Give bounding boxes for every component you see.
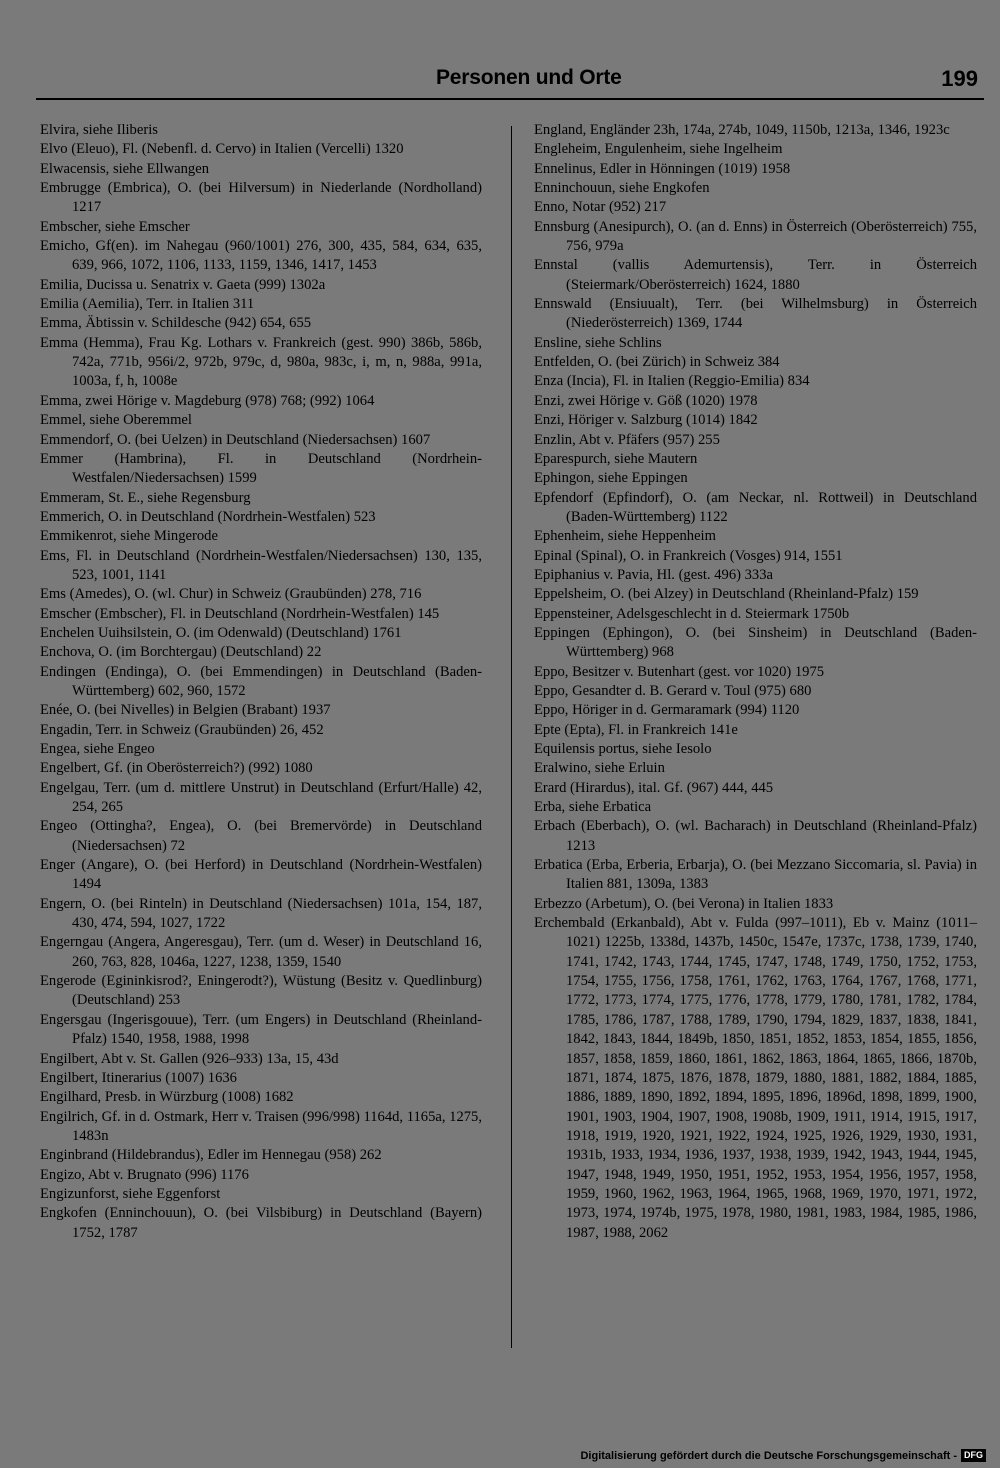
index-entry: Enza (Incia), Fl. in Italien (Reggio-Emilia) 834 [534,373,810,390]
index-entry: Enzi, Höriger v. Salzburg (1014) 1842 [534,412,758,429]
index-entry: Eppensteiner, Adelsgeschlecht in d. Steiermark 1750b [534,605,850,622]
index-entry: Engerode (Egininkisrod?, Eningerodt?), Wüstung (Besitz v. Quedlinburg) (Deutschland) 253 [40,973,482,1009]
index-entry: Emscher (Embscher), Fl. in Deutschland (Nordrhein-Westfalen) 145 [40,605,440,622]
index-entry: Epinal (Spinal), O. in Frankreich (Vosges) 914, 1551 [534,547,843,564]
index-entry: Engilbert, Itinerarius (1007) 1636 [40,1069,237,1086]
footer [580,1449,986,1462]
index-entry: Emma (Hemma), Frau Kg. Lothars v. Frankreich (gest. 990) 386b, 586b, 742a, 771b, 956i/2, 972b, 979c, d, 980a, 983c, i, m, n, 988a, 991a, 1003a, f, h, 1008e [40,334,482,390]
index-entry: Eppo, Gesandter d. B. Gerard v. Toul (975) 680 [534,682,812,699]
index-entry: Engelbert, Gf. (in Oberösterreich?) (992) 1080 [40,760,313,777]
index-entry: Engeo (Ottingha?, Engea), O. (bei Bremervörde) in Deutschland (Niedersachsen) 72 [40,818,482,854]
index-entry: Ennswald (Ensiuualt), Terr. (bei Wilhelmsburg) in Österreich (Niederösterreich) 1369, 1744 [534,296,977,332]
index-entry: Emma, zwei Hörige v. Magdeburg (978) 768; (992) 1064 [40,392,375,409]
index-entry: Engea, siehe Engeo [40,741,155,757]
page-number: 199 [941,66,978,91]
page-header [36,62,984,100]
index-entry: Emmikenrot, siehe Mingerode [40,528,218,545]
index-entry: Engleheim, Engulenheim, siehe Ingelheim [534,141,783,158]
index-entry: Enginbrand (Hildebrandus), Edler im Hennegau (958) 262 [40,1147,382,1164]
index-entry: Elvo (Eleuo), Fl. (Nebenfl. d. Cervo) in Italien (Vercelli) 1320 [40,141,404,158]
index-entry: Engilbert, Abt v. St. Gallen (926–933) 13a, 15, 43d [40,1050,339,1067]
index-entry: Engkofen (Enninchouun), O. (bei Vilsbiburg) in Deutschland (Bayern) 1752, 1787 [40,1205,482,1241]
index-entry: Erchembald (Erkanbald), Abt v. Fulda (997–1011), Eb v. Mainz (1011–1021) 1225b, 1338d, 1437b, 1450c, 1547e, 1737c, 1738, 1739, 1740, 1741, 1742, 1743, 1744, 1745, 1747, 1748, 1749, 1750, 1752, 1753, 1754, 1755, 1756, 1758, 1761, 1762, 1763, 1764, 1767, 1768, 1771, 1772, 1773, 1774, 1775, 1776, 1778, 1779, 1780, 1781, 1782, 1784, 1785, 1786, 1787, 1788, 1789, 1790, 1794, 1829, 1837, 1838, 1841, 1842, 1843, 1844, 1849b, 1850, 1851, 1852, 1853, 1854, 1855, 1856, 1857, 1858, 1859, 1860, 1861, 1862, 1863, 1864, 1865, 1866, 1870b, 1871, 1874, 1875, 1876, 1878, 1879, 1880, 1881, 1882, 1884, 1885, 1886, 1889, 1890, 1892, 1894, 1895, 1896, 1896d, 1898, 1899, 1900, 1901, 1903, 1904, 1907, 1908, 1908b, 1909, 1911, 1914, 1915, 1917, 1918, 1919, 1920, 1921, 1922, 1924, 1925, 1926, 1929, 1930, 1931, 1931b, 1933, 1934, 1936, 1937, 1938, 1939, 1942, 1943, 1944, 1945, 1947, 1948, 1949, 1950, 1951, 1952, 1953, 1954, 1956, 1957, 1958, 1959, 1960, 1962, 1963, 1964, 1965, 1968, 1969, 1970, 1971, 1972, 1973, 1974, 1974b, 1975, 1978, 1980, 1981, 1983, 1984, 1985, 1986, 1987, 1988, 2062 [534,915,977,1241]
index-entry: Enée, O. (bei Nivelles) in Belgien (Brabant) 1937 [40,702,331,719]
index-entry: Embscher, siehe Emscher [40,218,190,235]
index-entry: Engern, O. (bei Rinteln) in Deutschland (Niedersachsen) 101a, 154, 187, 430, 474, 594, 1027, 1722 [40,895,482,932]
index-entry: Engizunforst, siehe Eggenforst [40,1185,221,1202]
index-column-left [40,121,482,1243]
index-entry: Enzi, zwei Hörige v. Göß (1020) 1978 [534,392,758,409]
index-entry: Ennstal (vallis Ademurtensis), Terr. in Österreich (Steiermark/Oberösterreich) 1624, 1880 [534,257,977,293]
index-entry: Ephenheim, siehe Heppenheim [534,528,716,545]
index-entry: Embrugge (Embrica), O. (bei Hilversum) in Niederlande (Nordholland) 1217 [40,180,482,216]
index-entry: Eppo, Besitzer v. Butenhart (gest. vor 1020) 1975 [534,663,825,680]
index-entry: Engizo, Abt v. Brugnato (996) 1176 [40,1166,249,1183]
index-entry: Erbatica (Erba, Erberia, Erbarja), O. (bei Mezzano Siccomaria, sl. Pavia) in Italien 881, 1309a, 1383 [534,857,977,893]
index-entry: Emmeram, St. E., siehe Regensburg [40,489,251,506]
index-entry: Engersgau (Ingerisgouue), Terr. (um Engers) in Deutschland (Rheinland-Pfalz) 1540, 1958, 1988, 1998 [40,1011,482,1048]
index-entry: Eppelsheim, O. (bei Alzey) in Deutschland (Rheinland-Pfalz) 159 [534,586,919,603]
index-entry: Elwacensis, siehe Ellwangen [40,160,209,177]
index-entry: Emmerich, O. in Deutschland (Nordrhein-Westfalen) 523 [40,508,376,525]
index-entry: Enno, Notar (952) 217 [534,199,667,216]
index-entry: Erard (Hirardus), ital. Gf. (967) 444, 445 [534,779,774,796]
index-entry: Engelgau, Terr. (um d. mittlere Unstrut) in Deutschland (Erfurt/Halle) 42, 254, 265 [40,779,482,816]
index-entry: Enger (Angare), O. (bei Herford) in Deutschland (Nordrhein-Westfalen) 1494 [40,857,482,893]
index-entry: Ensline, siehe Schlins [534,334,662,351]
index-entry: Emmendorf, O. (bei Uelzen) in Deutschland (Niedersachsen) 1607 [40,431,431,448]
index-entry: Ems (Amedes), O. (wl. Chur) in Schweiz (Graubünden) 278, 716 [40,586,422,603]
index-column-right [534,121,977,1243]
index-entry: Engerngau (Angera, Angeresgau), Terr. (um d. Weser) in Deutschland 16, 260, 763, 828, 1046a, 1227, 1238, 1359, 1540 [40,934,482,970]
index-entry: Eparespurch, siehe Mautern [534,450,698,467]
dfg-logo: DFG [961,1449,986,1462]
index-entry: Elvira, siehe Iliberis [40,122,158,138]
index-entry: Engadin, Terr. in Schweiz (Graubünden) 26, 452 [40,721,324,738]
index-entry: Ephingon, siehe Eppingen [534,470,688,487]
index-entry: Erbach (Eberbach), O. (wl. Bacharach) in Deutschland (Rheinland-Pfalz) 1213 [534,818,977,854]
index-entry: Erba, siehe Erbatica [534,799,652,816]
index-entry: Eralwino, siehe Erluin [534,760,665,777]
index-entry: Engilrich, Gf. in d. Ostmark, Herr v. Traisen (996/998) 1164d, 1165a, 1275, 1483n [40,1108,482,1144]
index-entry: Epiphanius v. Pavia, Hl. (gest. 496) 333a [534,566,774,583]
index-entry: Ennsburg (Anesipurch), O. (an d. Enns) in Österreich (Oberösterreich) 755, 756, 979a [534,218,977,255]
index-entry: Enchelen Uuihsilstein, O. (im Odenwald) (Deutschland) 1761 [40,624,402,641]
index-entry: Equilensis portus, siehe Iesolo [534,741,712,757]
index-entry: Erbezzo (Arbetum), O. (bei Verona) in Italien 1833 [534,895,834,912]
index-entry: Eppo, Höriger in d. Germaramark (994) 1120 [534,702,800,719]
index-entry: Emilia, Ducissa u. Senatrix v. Gaeta (999) 1302a [40,276,326,293]
index-entry: Ems, Fl. in Deutschland (Nordrhein-Westfalen/Niedersachsen) 130, 135, 523, 1001, 1141 [40,547,482,583]
index-entry: Enzlin, Abt v. Pfäfers (957) 255 [534,431,720,448]
index-entry: Epte (Epta), Fl. in Frankreich 141e [534,721,738,738]
index-entry: Enninchouun, siehe Engkofen [534,180,710,197]
footer-text: Digitalisierung gefördert durch die Deutsche Forschungsgemeinschaft - [580,1449,957,1462]
index-entry: Engilhard, Presb. in Würzburg (1008) 1682 [40,1089,294,1106]
page-title: Personen und Orte [436,66,622,89]
index-entry: Emicho, Gf(en). im Nahegau (960/1001) 276, 300, 435, 584, 634, 635, 639, 966, 1072, 1106, 1133, 1159, 1346, 1417, 1453 [40,238,482,274]
index-entry: Entfelden, O. (bei Zürich) in Schweiz 384 [534,354,780,371]
index-entry: Emmer (Hambrina), Fl. in Deutschland (Nordrhein-Westfalen/Niedersachsen) 1599 [40,450,482,487]
index-entry: Enchova, O. (im Borchtergau) (Deutschland) 22 [40,644,322,661]
index-entry: Emilia (Aemilia), Terr. in Italien 311 [40,296,255,313]
index-entry: Endingen (Endinga), O. (bei Emmendingen) in Deutschland (Baden-Württemberg) 602, 960, 1572 [40,663,482,699]
column-divider [511,126,512,1348]
index-entry: Eppingen (Ephingon), O. (bei Sinsheim) in Deutschland (Baden-Württemberg) 968 [534,624,977,661]
index-entry: Emma, Äbtissin v. Schildesche (942) 654, 655 [40,315,312,332]
index-entry: Epfendorf (Epfindorf), O. (am Neckar, nl. Rottweil) in Deutschland (Baden-Württemberg) 1122 [534,489,977,525]
index-entry: Emmel, siehe Oberemmel [40,412,192,429]
index-entry: Ennelinus, Edler in Hönningen (1019) 1958 [534,160,791,177]
index-entry: England, Engländer 23h, 174a, 274b, 1049, 1150b, 1213a, 1346, 1923c [534,122,950,138]
